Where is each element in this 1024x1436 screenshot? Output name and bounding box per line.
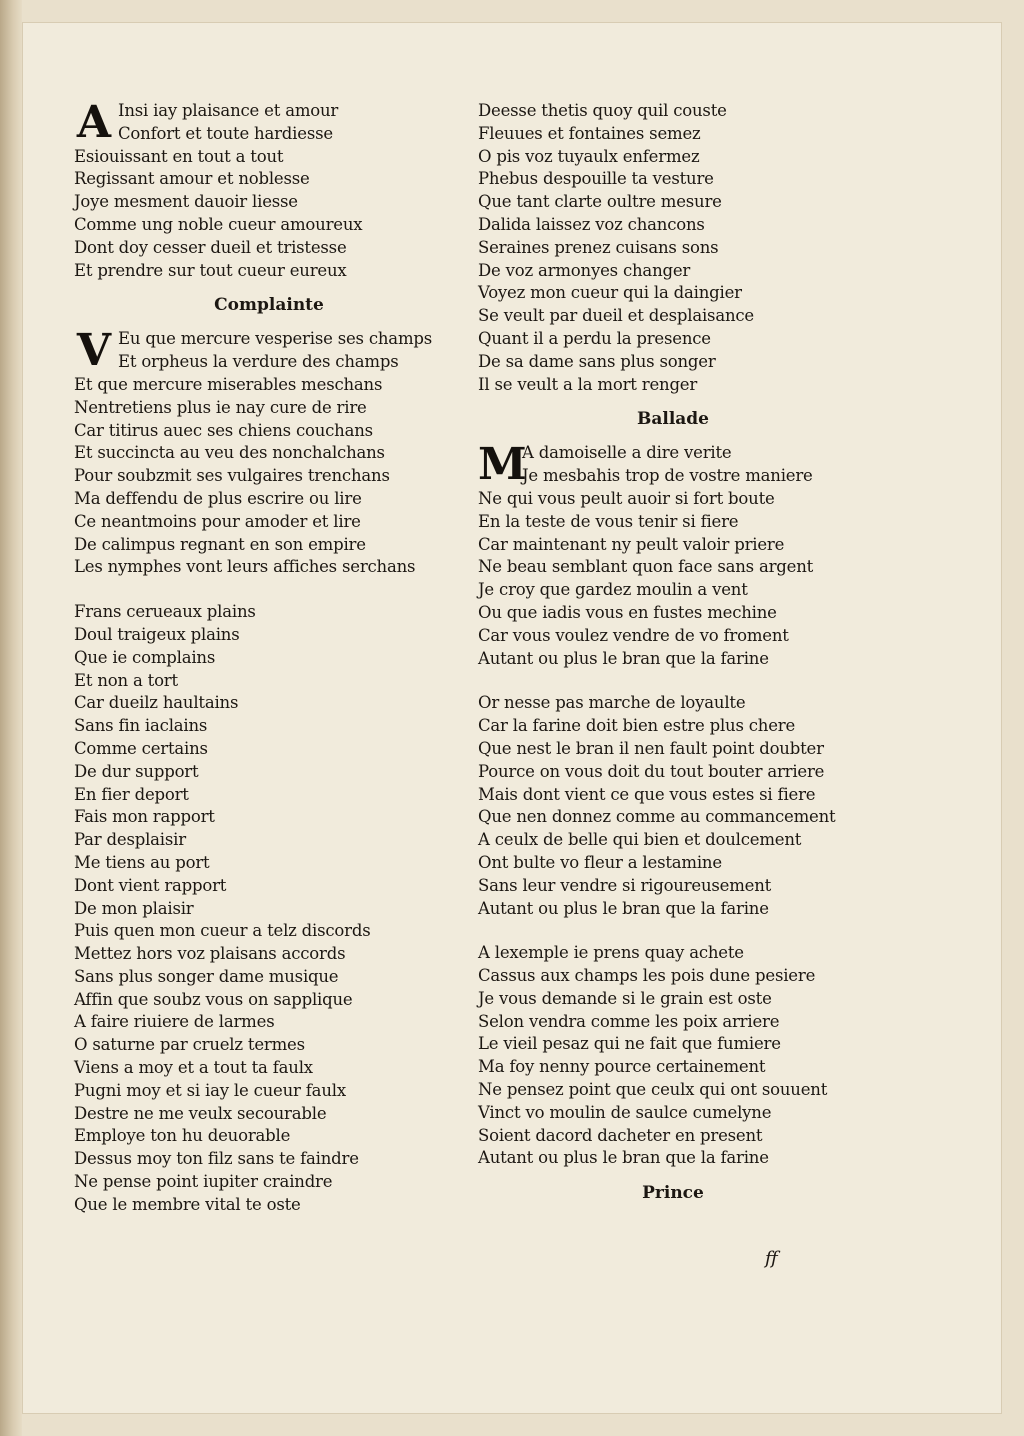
- verse-line: Je croy que gardez moulin a vent: [478, 580, 748, 600]
- verse-line: Le vieil pesaz qui ne fait que fumiere: [478, 1034, 781, 1054]
- verse-line: Et que mercure miserables meschans: [74, 374, 383, 394]
- stanza-gap: [74, 579, 464, 601]
- stanza-opening-a: [74, 97, 464, 148]
- verse-line: Me tiens au port: [74, 852, 210, 872]
- verse-line: Affin que soubz vous on sapplique: [74, 989, 353, 1009]
- signature-mark: ff: [765, 1248, 778, 1269]
- verse-line: De dur support: [74, 761, 199, 781]
- verse-line: Autant ou plus le bran que la farine: [478, 898, 769, 918]
- verse-line: De mon plaisir: [74, 898, 194, 918]
- section-heading-complainte: Complainte: [214, 295, 324, 316]
- verse-line: Ma deffendu de plus escrire ou lire: [74, 488, 362, 508]
- verse-line: Esiouissant en tout a tout: [74, 146, 284, 166]
- verse-line: Et orpheus la verdure des champs: [118, 352, 399, 372]
- verse-line: Se veult par dueil et desplaisance: [478, 306, 754, 326]
- left-column: [74, 97, 464, 1217]
- verse-line: Je mesbahis trop de vostre maniere: [522, 466, 813, 486]
- verse-line: Fais mon rapport: [74, 807, 215, 827]
- verse-line: O saturne par cruelz termes: [74, 1035, 305, 1055]
- show-through: [870, 110, 980, 1270]
- verse-line: Que nest le bran il nen fault point doubter: [478, 738, 824, 758]
- stanza-one-right: [478, 100, 868, 396]
- verse-line: Pour soubzmit ses vulgaires trenchans: [74, 466, 390, 486]
- verse-line: Ont bulte vo fleur a lestamine: [478, 852, 722, 872]
- verse-line: Ne pense point iupiter craindre: [74, 1172, 333, 1192]
- section-heading-ballade: Ballade: [636, 409, 710, 430]
- verse-line: Vinct vo moulin de saulce cumelyne: [478, 1102, 772, 1122]
- verse-line: De sa dame sans plus songer: [478, 351, 716, 371]
- verse-line: Que ie complains: [74, 647, 216, 667]
- verse-line: Que tant clarte oultre mesure: [478, 192, 722, 212]
- verse-line: A ceulx de belle qui bien et doulcement: [478, 830, 802, 850]
- verse-line: Employe ton hu deuorable: [74, 1126, 291, 1146]
- verse-line: Ne pensez point que ceulx qui ont souuent: [478, 1080, 828, 1100]
- stanza-gap: [478, 920, 868, 942]
- verse-line: Viens a moy et a tout ta faulx: [74, 1058, 313, 1078]
- verse-line: Selon vendra comme les poix arriere: [478, 1011, 780, 1031]
- verse-line: Par desplaisir: [74, 830, 186, 850]
- verse-line: Joye mesment dauoir liesse: [74, 192, 298, 212]
- verse-line: Car titirus auec ses chiens couchans: [74, 420, 373, 440]
- verse-line: Nentretiens plus ie nay cure de rire: [74, 397, 367, 417]
- verse-line: Insi iay plaisance et amour: [118, 101, 339, 120]
- verse-line: En fier deport: [74, 784, 189, 804]
- verse-line: Confort et toute hardiesse: [118, 123, 333, 143]
- verse-line: Fleuues et fontaines semez: [478, 123, 701, 143]
- verse-line: Ne qui vous peult auoir si fort boute: [478, 488, 775, 508]
- verse-line: De voz armonyes changer: [478, 260, 691, 280]
- verse-line: Phebus despouille ta vesture: [478, 169, 714, 189]
- verse-line: Comme certains: [74, 738, 208, 758]
- section-heading-prince: Prince: [642, 1183, 704, 1204]
- verse-line: Et succincta au veu des nonchalchans: [74, 443, 385, 463]
- verse-line: Comme ung noble cueur amoureux: [74, 214, 363, 234]
- verse-line: En la teste de vous tenir si fiere: [478, 511, 739, 531]
- verse-line: Dessus moy ton filz sans te faindre: [74, 1149, 359, 1169]
- verse-line: Je vous demande si le grain est oste: [478, 988, 772, 1008]
- stanza-four-right: [478, 942, 868, 1170]
- verse-line: A lexemple ie prens quay achete: [478, 943, 744, 963]
- verse-line: O pis voz tuyaulx enfermez: [478, 146, 700, 166]
- verse-line: Mettez hors voz plaisans accords: [74, 944, 346, 964]
- verse-line: Puis quen mon cueur a telz discords: [74, 921, 371, 941]
- verse-line: Ne beau semblant quon face sans argent: [478, 557, 814, 577]
- verse-line: Pugni moy et si iay le cueur faulx: [74, 1080, 346, 1100]
- verse-line: Dont doy cesser dueil et tristesse: [74, 237, 347, 257]
- verse-line: Eu que mercure vesperise ses champs: [118, 329, 433, 349]
- verse-line: Destre ne me veulx secourable: [74, 1103, 327, 1123]
- verse-line: Or nesse pas marche de loyaulte: [478, 693, 746, 713]
- verse-line: Car maintenant ny peult valoir priere: [478, 534, 785, 554]
- stanza-opening-v: [74, 325, 464, 377]
- verse-line: Car dueilz haultains: [74, 693, 239, 713]
- verse-line: Seraines prenez cuisans sons: [478, 237, 719, 257]
- verse-line: De calimpus regnant en son empire: [74, 534, 366, 554]
- verse-line: Car vous voulez vendre de vo froment: [478, 625, 789, 645]
- binding-edge: [0, 0, 22, 1436]
- verse-line: Que nen donnez comme au commancement: [478, 807, 836, 827]
- stanza-gap: [478, 670, 868, 692]
- verse-line: Regissant amour et noblesse: [74, 169, 310, 189]
- verse-line: Deesse thetis quoy quil couste: [478, 101, 727, 120]
- verse-line: Dalida laissez voz chancons: [478, 214, 705, 234]
- stanza-three-right: [478, 692, 868, 920]
- verse-line: A faire riuiere de larmes: [74, 1012, 275, 1032]
- verse-line: Sans plus songer dame musique: [74, 966, 339, 986]
- verse-line: Doul traigeux plains: [74, 624, 240, 644]
- stanza-three: [74, 601, 464, 1217]
- decorated-initial-m: M: [478, 439, 527, 491]
- verse-line: Ou que iadis vous en fustes mechine: [478, 602, 777, 622]
- decorated-initial-a: A: [76, 97, 112, 148]
- right-column: [478, 100, 868, 1216]
- verse-line: Car la farine doit bien estre plus chere: [478, 716, 796, 736]
- verse-line: Ce neantmoins pour amoder et lire: [74, 511, 361, 531]
- verse-line: Voyez mon cueur qui la daingier: [478, 283, 742, 303]
- verse-line: Sans leur vendre si rigoureusement: [478, 875, 772, 895]
- verse-line: Quant il a perdu la presence: [478, 328, 711, 348]
- verse-line: Ma foy nenny pource certainement: [478, 1057, 766, 1077]
- verse-line: Sans fin iaclains: [74, 716, 208, 736]
- verse-line: Mais dont vient ce que vous estes si fiere: [478, 784, 816, 804]
- verse-line: Il se veult a la mort renger: [478, 374, 698, 394]
- verse-line: Les nymphes vont leurs affiches serchans: [74, 557, 416, 577]
- verse-line: Et prendre sur tout cueur eureux: [74, 260, 347, 280]
- verse-line: Pource on vous doit du tout bouter arriere: [478, 761, 825, 781]
- verse-line: Autant ou plus le bran que la farine: [478, 648, 769, 668]
- verse-line: Soient dacord dacheter en present: [478, 1125, 763, 1145]
- verse-line: Dont vient rapport: [74, 875, 227, 895]
- verse-line: Que le membre vital te oste: [74, 1194, 301, 1214]
- decorated-initial-v: V: [76, 325, 112, 377]
- verse-line: Frans cerueaux plains: [74, 602, 256, 622]
- verse-line: Cassus aux champs les pois dune pesiere: [478, 966, 816, 986]
- verse-line: Et non a tort: [74, 670, 178, 690]
- stanza-opening-m: [478, 439, 868, 491]
- verse-line: A damoiselle a dire verite: [522, 443, 732, 463]
- verse-line: Autant ou plus le bran que la farine: [478, 1148, 769, 1168]
